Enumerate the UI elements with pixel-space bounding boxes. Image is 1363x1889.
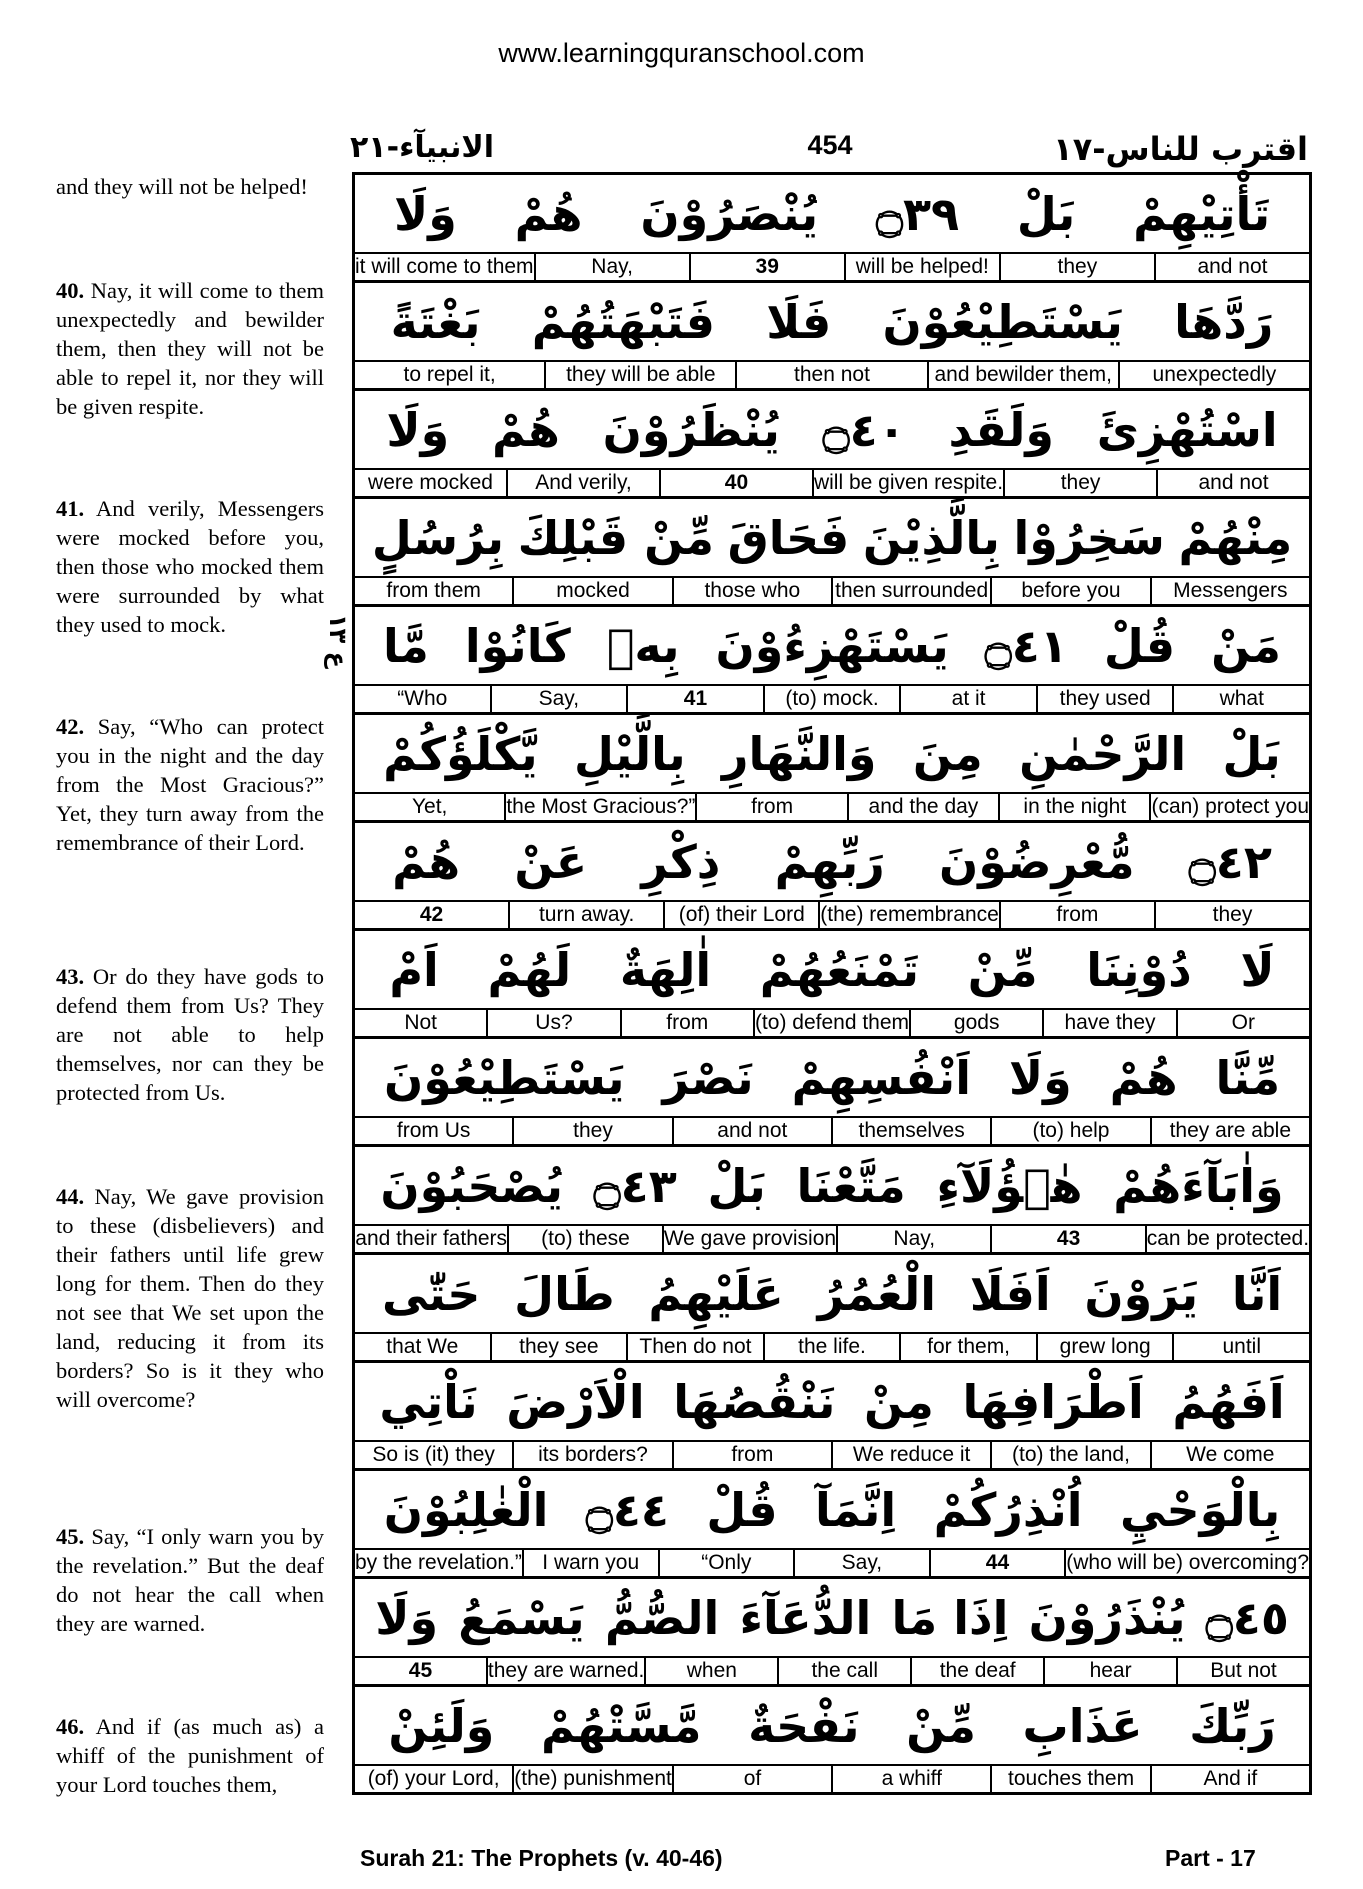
english-gloss-cell: 45 [355, 1658, 488, 1684]
verse-row [355, 499, 1309, 607]
arabic-word: مِّنْ [906, 1698, 976, 1753]
english-gloss-cell: for them, [901, 1334, 1038, 1360]
english-gloss-cell: from [674, 1442, 833, 1468]
arabic-line [355, 607, 1309, 684]
verse-row [355, 1147, 1309, 1255]
english-gloss-cell: 44 [931, 1550, 1067, 1576]
english-gloss-cell: the deaf [912, 1658, 1045, 1684]
english-gloss-cell: 40 [661, 470, 814, 496]
arabic-word: مِنْهُمْ [1178, 510, 1293, 565]
arabic-word: مِّنْ [967, 942, 1038, 997]
arabic-line [355, 1579, 1309, 1656]
english-gloss-cell: at it [901, 686, 1038, 712]
english-gloss-cell: (to) the land, [992, 1442, 1151, 1468]
arabic-word: ۝٤٠ [822, 402, 906, 457]
english-gloss-cell: (to) defend them [754, 1011, 910, 1034]
arabic-line [355, 1363, 1309, 1440]
arabic-word: مِنَ [912, 726, 983, 781]
arabic-word: بَلْ [1222, 726, 1281, 781]
english-gloss-line [355, 1656, 1309, 1684]
english-gloss-cell: from them [355, 578, 514, 604]
arabic-line [355, 391, 1309, 468]
arabic-word: تَمْنَعُهُمْ [759, 942, 920, 997]
english-gloss-cell: then not [737, 362, 928, 388]
english-gloss-cell: from [622, 1010, 755, 1036]
english-gloss-cell: will be helped! [846, 254, 1001, 280]
english-gloss-cell: But not [1210, 1659, 1277, 1682]
arabic-line [355, 499, 1309, 576]
english-gloss-cell: the life. [765, 1334, 902, 1360]
arabic-word: الرَّحْمٰنِ [1019, 726, 1187, 781]
english-gloss-cell: Messengers [1173, 579, 1288, 602]
arabic-word: اُنْذِرُكُمْ [933, 1482, 1083, 1537]
arabic-word: مِّنْ قَبْلِكَ [517, 510, 715, 565]
english-gloss-cell: Us? [488, 1010, 621, 1036]
arabic-word: وَالنَّهَارِ [721, 726, 877, 781]
english-gloss-cell: they [514, 1118, 673, 1144]
arabic-word: مَتَّعْنَا [796, 1158, 906, 1213]
arabic-word: سَخِرُوْا [1013, 510, 1165, 565]
verse-row [355, 607, 1309, 715]
english-gloss-line [355, 252, 1309, 280]
arabic-word: فَحَاقَ [727, 510, 850, 565]
english-gloss-line [355, 576, 1309, 604]
english-gloss-cell: Not [355, 1010, 488, 1036]
english-gloss-cell: Say, [492, 686, 629, 712]
arabic-line [355, 823, 1309, 900]
english-gloss-line [355, 1116, 1309, 1144]
arabic-word: لَا [1240, 942, 1275, 997]
english-gloss-cell: I warn you [524, 1550, 660, 1576]
arabic-word: مُّعْرِضُوْنَ [938, 834, 1135, 889]
english-gloss-line [355, 684, 1309, 712]
english-gloss-line [355, 792, 1309, 820]
english-gloss-cell: Yet, [355, 794, 506, 820]
english-gloss-cell: before you [992, 578, 1151, 604]
english-gloss-cell: and not [674, 1118, 833, 1144]
arabic-word: يُنْظَرُوْنَ [602, 402, 780, 457]
footer-part: Part - 17 [1165, 1845, 1256, 1871]
arabic-word: فَتَبْهَتُهُمْ [531, 294, 716, 349]
english-gloss-cell: from [697, 794, 848, 820]
english-gloss-cell: they [1005, 470, 1158, 496]
arabic-word: مَّسَّتْهُمْ [540, 1698, 702, 1753]
english-gloss-cell: grew long [1038, 1334, 1175, 1360]
arabic-line [355, 715, 1309, 792]
arabic-word: اَنْفُسِهِمْ [791, 1050, 971, 1105]
arabic-word: اَفَهُمُ [1172, 1374, 1285, 1429]
arabic-word: الْاَرْضَ [506, 1374, 645, 1429]
arabic-word: نَفْحَةٌ [748, 1698, 860, 1753]
arabic-word: حَتّٰى [381, 1266, 481, 1321]
arabic-line [355, 1255, 1309, 1332]
english-gloss-cell: can be protected. [1146, 1227, 1310, 1250]
english-gloss-cell: to repel it, [355, 362, 546, 388]
english-gloss-cell: have they [1044, 1010, 1177, 1036]
english-gloss-cell: they see [492, 1334, 629, 1360]
english-gloss-cell: what [1219, 687, 1264, 710]
english-gloss-cell: they will be able [546, 362, 737, 388]
arabic-word: بِالْوَحْيِ [1119, 1482, 1281, 1537]
english-gloss-cell: Nay, [838, 1226, 992, 1252]
arabic-word: بَلْ [1016, 186, 1076, 241]
english-gloss-cell: (who will be) overcoming? [1066, 1551, 1310, 1574]
english-gloss-line [355, 1440, 1309, 1468]
verse-row [355, 1255, 1309, 1363]
english-gloss-cell: (the) punishment [514, 1767, 672, 1790]
verse-row [355, 1687, 1309, 1795]
english-gloss-cell: they [1001, 254, 1156, 280]
english-gloss-cell: then surrounded [833, 578, 992, 604]
arabic-word: رَبِّكَ [1189, 1698, 1276, 1753]
english-gloss-cell: until [1222, 1335, 1262, 1358]
arabic-line [355, 1147, 1309, 1224]
rukuh-mark: ع ١٣ [324, 614, 352, 669]
arabic-word: يَّكْلَؤُكُمْ [383, 726, 538, 781]
arabic-word: عَذَابِ [1022, 1698, 1143, 1753]
english-gloss-cell: And verily, [508, 470, 661, 496]
arabic-word: مِنْ [864, 1374, 934, 1429]
english-gloss-cell: 41 [628, 686, 765, 712]
english-gloss-cell: 42 [355, 902, 510, 928]
english-gloss-cell: themselves [833, 1118, 992, 1144]
verse-row [355, 175, 1309, 283]
english-gloss-cell: mocked [514, 578, 673, 604]
english-gloss-cell: and not [1197, 255, 1268, 278]
juz-name-header: اقترب للناس-١٧ [1053, 130, 1308, 168]
arabic-word: مِّنَّا [1215, 1050, 1281, 1105]
english-gloss-cell: and their fathers [355, 1226, 509, 1252]
arabic-word: فَلَا [766, 294, 832, 349]
verse-row [355, 1039, 1309, 1147]
english-gloss-cell: of [674, 1766, 833, 1792]
english-gloss-cell: that We [355, 1334, 492, 1360]
translation-verse-45: 45. Say, “I only warn you by the revelation.” But the deaf do not hear the call when they are warned. [56, 1524, 324, 1636]
arabic-word: وَلَقَدِ [948, 402, 1055, 457]
arabic-word: بَغْتَةً [390, 294, 481, 349]
english-gloss-cell: Or [1231, 1011, 1255, 1034]
translation-verse-39: and they will not be helped! [56, 174, 308, 199]
arabic-word: لَهُمْ [487, 942, 572, 997]
translation-verse-44: 44. Nay, We gave provision to these (disbelievers) and their fathers until life grew long for them. Then do they not see that We set upon the land, reducing it from its borders? So is it they who will overcome? [56, 1184, 324, 1412]
word-by-word-grid [352, 172, 1312, 1795]
english-gloss-line [355, 1332, 1309, 1360]
arabic-word: عَنْ [514, 834, 588, 889]
english-gloss-cell: the Most Gracious?” [506, 795, 696, 818]
arabic-word: هُمْ [514, 186, 583, 241]
english-gloss-line [355, 900, 1309, 928]
english-gloss-cell: (of) your Lord, [355, 1766, 514, 1792]
english-gloss-cell: So is (it) they [355, 1442, 514, 1468]
english-gloss-cell: (to) mock. [765, 686, 902, 712]
english-gloss-cell: (to) help [992, 1118, 1151, 1144]
english-gloss-line [355, 1764, 1309, 1792]
arabic-word: بِهٖ [606, 618, 680, 673]
english-gloss-cell: “Who [355, 686, 492, 712]
arabic-line [355, 175, 1309, 252]
english-gloss-cell: when [646, 1658, 779, 1684]
english-gloss-cell: 43 [992, 1226, 1146, 1252]
arabic-word: ۝٤٥ [1205, 1590, 1289, 1645]
english-gloss-cell: hear [1045, 1658, 1178, 1684]
arabic-word: هٰۤؤُلَآءِ [936, 1158, 1083, 1213]
arabic-line [355, 931, 1309, 1008]
english-gloss-cell: they used [1038, 686, 1175, 712]
arabic-word: كَانُوْا [464, 618, 571, 673]
arabic-word: رَبِّهِمْ [774, 834, 885, 889]
arabic-word: هُمْ [491, 402, 560, 457]
footer-surah-info: Surah 21: The Prophets (v. 40-46) [360, 1845, 723, 1871]
arabic-word: اسْتُهْزِئَ [1096, 402, 1278, 457]
arabic-word: نَنْقُصُهَا [673, 1374, 836, 1429]
arabic-word: مَّا [383, 618, 429, 673]
english-gloss-cell: from Us [355, 1118, 514, 1144]
arabic-word: الدُّعَآءَ [739, 1590, 872, 1645]
translation-verse-40: 40. Nay, it will come to them unexpectedly and bewilder them, then they will not be able to repel it, nor they will be given respite. [56, 278, 324, 419]
arabic-word: بِالَّذِيْنَ [862, 510, 1000, 565]
verse-row [355, 1579, 1309, 1687]
arabic-word: رَدَّهَا [1174, 294, 1274, 349]
english-gloss-cell: (can) protect you [1151, 795, 1310, 818]
english-gloss-cell: Then do not [628, 1334, 765, 1360]
arabic-word: مَنْ [1211, 618, 1281, 673]
english-gloss-cell: it will come to them [355, 255, 534, 278]
english-gloss-cell: Nay, [536, 254, 691, 280]
english-gloss-line [355, 1548, 1309, 1576]
english-gloss-cell: they are warned. [487, 1659, 645, 1682]
arabic-word: الْعُمُرُ [817, 1266, 937, 1321]
arabic-word: بَلْ [707, 1158, 766, 1213]
english-gloss-cell: they [1212, 903, 1253, 926]
translation-verse-43: 43. Or do they have gods to defend them from Us? They are not able to help themselves, nor can they be protected from Us. [56, 964, 324, 1105]
english-gloss-line [355, 468, 1309, 496]
arabic-word: قُلْ [1103, 618, 1176, 673]
english-gloss-cell: and not [1198, 471, 1269, 494]
arabic-word: طَالَ [514, 1266, 615, 1321]
arabic-word: ۝٣٩ [876, 186, 960, 241]
arabic-word: عَلَيْهِمُ [648, 1266, 784, 1321]
arabic-word: اِنَّمَآ [815, 1482, 897, 1537]
arabic-word: وَلَئِنْ [388, 1698, 495, 1753]
english-gloss-cell: were mocked [355, 470, 508, 496]
translation-verse-46: 46. And if (as much as) a whiff of the punishment of your Lord touches them, [56, 1714, 324, 1797]
arabic-word: يُصْحَبُوْنَ [380, 1158, 563, 1213]
english-gloss-cell: in the night [1000, 794, 1151, 820]
english-gloss-cell: will be given respite. [813, 471, 1004, 494]
english-gloss-cell: And if [1203, 1767, 1258, 1790]
english-gloss-cell: “Only [660, 1550, 796, 1576]
arabic-word: يَسْمَعُ [458, 1590, 585, 1645]
arabic-line [355, 283, 1309, 360]
arabic-word: اَمْ [389, 942, 439, 997]
english-gloss-cell: 39 [691, 254, 846, 280]
english-gloss-cell: (the) remembrance [820, 903, 999, 926]
english-gloss-cell: Say, [795, 1550, 931, 1576]
arabic-word: هُمْ [392, 834, 461, 889]
arabic-word: ۝٤٤ [585, 1482, 669, 1537]
arabic-word: قُلْ [706, 1482, 778, 1537]
english-gloss-line [355, 1224, 1309, 1252]
page-number: 454 [807, 130, 853, 160]
arabic-word: الْغٰلِبُوْنَ [383, 1482, 549, 1537]
translation-verse-42: 42. Say, “Who can protect you in the night and the day from the Most Gracious?” Yet, they turn away from the remembrance of their Lord. [56, 714, 324, 855]
translation-verse-41: 41. And verily, Messengers were mocked before you, then those who mocked them were surrounded by what they used to mock. [56, 496, 324, 637]
english-gloss-cell: We come [1186, 1443, 1275, 1466]
english-gloss-cell: and the day [849, 794, 1000, 820]
english-gloss-cell: and bewilder them, [929, 362, 1120, 388]
arabic-word: الصُّمُّ [604, 1590, 720, 1645]
english-gloss-cell: gods [911, 1010, 1044, 1036]
verse-row [355, 1471, 1309, 1579]
arabic-word: يُنْذَرُوْنَ [1028, 1590, 1186, 1645]
english-gloss-cell: those who [674, 578, 833, 604]
arabic-word: اَطْرَافِهَا [962, 1374, 1144, 1429]
arabic-word: يَرَوْنَ [1084, 1266, 1199, 1321]
verse-row [355, 931, 1309, 1039]
english-gloss-cell: unexpectedly [1152, 363, 1277, 386]
english-gloss-cell: a whiff [833, 1766, 992, 1792]
english-gloss-cell: touches them [992, 1766, 1151, 1792]
arabic-word: يَسْتَطِيْعُوْنَ [384, 1050, 625, 1105]
arabic-word: نَاْتِي [379, 1374, 478, 1429]
verse-row [355, 391, 1309, 499]
arabic-word: ۝٤١ [984, 618, 1068, 673]
english-gloss-cell: its borders? [514, 1442, 673, 1468]
arabic-word: وَاٰبَآءَهُمْ [1113, 1158, 1284, 1213]
arabic-word: ۝٤٢ [1188, 834, 1272, 889]
arabic-line [355, 1687, 1309, 1764]
arabic-word: اَنَّا [1231, 1266, 1283, 1321]
english-gloss-cell: the call [779, 1658, 912, 1684]
arabic-word: ذِكْرِ [641, 834, 721, 889]
arabic-word: تَأْتِيْهِمْ [1133, 186, 1271, 241]
arabic-word: يَسْتَهْزِءُوْنَ [715, 618, 949, 673]
arabic-word: ۝٤٣ [593, 1158, 677, 1213]
site-url[interactable]: www.learningquranschool.com [498, 38, 865, 68]
arabic-word: وَلَا [393, 186, 457, 241]
english-gloss-cell: by the revelation.” [355, 1551, 522, 1574]
arabic-line [355, 1471, 1309, 1548]
arabic-word: هُمْ [1109, 1050, 1178, 1105]
arabic-word: دُوْنِنَا [1086, 942, 1192, 997]
arabic-word: بِالَّيْلِ [573, 726, 686, 781]
english-gloss-line [355, 360, 1309, 388]
english-gloss-cell: they are able [1169, 1119, 1292, 1142]
english-gloss-cell: from [1001, 902, 1156, 928]
arabic-word: وَلَا [1008, 1050, 1072, 1105]
arabic-word: اِذَا مَا [891, 1590, 1009, 1645]
english-gloss-cell: We gave provision [663, 1227, 837, 1250]
arabic-word: يَسْتَطِيْعُوْنَ [882, 294, 1123, 349]
english-gloss-cell: turn away. [510, 902, 665, 928]
arabic-line [355, 1039, 1309, 1116]
arabic-word: وَلَا [375, 1590, 439, 1645]
surah-name-header: الانبيآء-٢١ [350, 130, 495, 165]
verse-row [355, 1363, 1309, 1471]
english-gloss-cell: We reduce it [833, 1442, 992, 1468]
arabic-word: اَفَلَا [969, 1266, 1051, 1321]
arabic-word: وَلَا [386, 402, 450, 457]
verse-row [355, 715, 1309, 823]
arabic-word: يُنْصَرُوْنَ [640, 186, 819, 241]
arabic-word: اٰلِهَةٌ [619, 942, 712, 997]
arabic-word: بِرُسُلٍ [371, 510, 505, 565]
verse-row [355, 283, 1309, 391]
english-gloss-line [355, 1008, 1309, 1036]
english-gloss-cell: (to) these [509, 1226, 663, 1252]
english-gloss-cell: (of) their Lord [665, 902, 820, 928]
arabic-word: نَصْرَ [662, 1050, 754, 1105]
verse-row [355, 823, 1309, 931]
